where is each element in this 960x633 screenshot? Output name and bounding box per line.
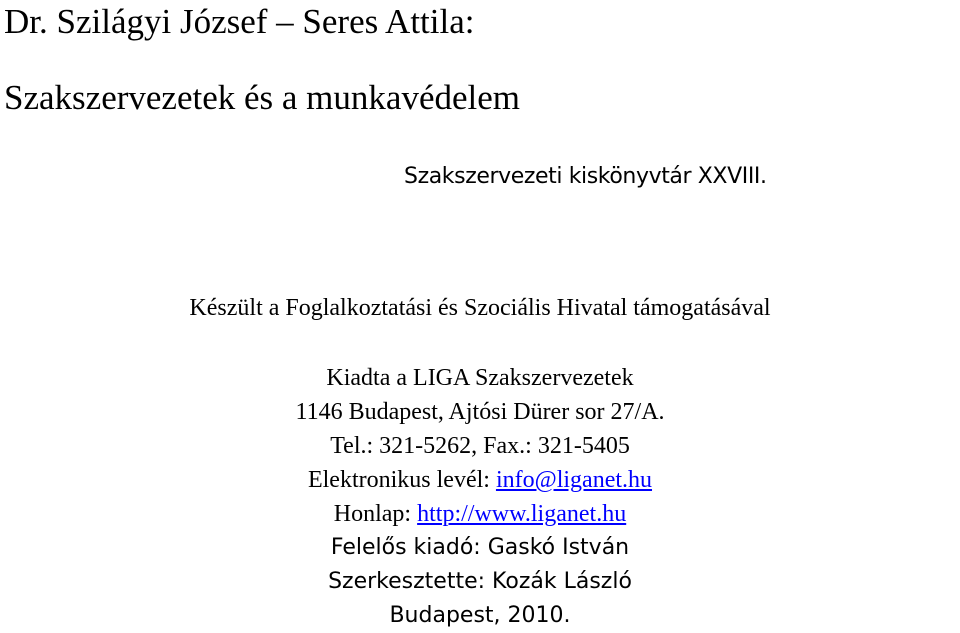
document-title: Szakszervezetek és a munkavédelem (4, 78, 520, 117)
place-year-line: Budapest, 2010. (389, 603, 571, 628)
publisher-line: Kiadta a LIGA Szakszervezetek (326, 365, 634, 391)
phone-fax-line: Tel.: 321-5262, Fax.: 321-5405 (330, 433, 630, 459)
email-line (0, 463, 960, 497)
email-link[interactable]: info@liganet.hu (495, 467, 653, 493)
publisher-info (0, 361, 960, 633)
series-label: Szakszervezeti kiskönyvtár XXVIII. (404, 164, 767, 189)
editor-line: Szerkesztette: Kozák László (328, 569, 632, 594)
website-line (0, 497, 960, 531)
address-line: 1146 Budapest, Ajtósi Dürer sor 27/A. (295, 399, 665, 425)
website-link[interactable]: http://www.liganet.hu (417, 501, 627, 527)
responsible-publisher-line: Felelős kiadó: Gaskó István (330, 535, 630, 560)
authors-heading: Dr. Szilágyi József – Seres Attila: (4, 2, 475, 41)
website-label: Honlap: (333, 501, 418, 527)
email-label: Elektronikus levél: (307, 467, 496, 493)
support-statement: Készült a Foglalkoztatási és Szociális Hivatal támogatásával (189, 295, 771, 321)
